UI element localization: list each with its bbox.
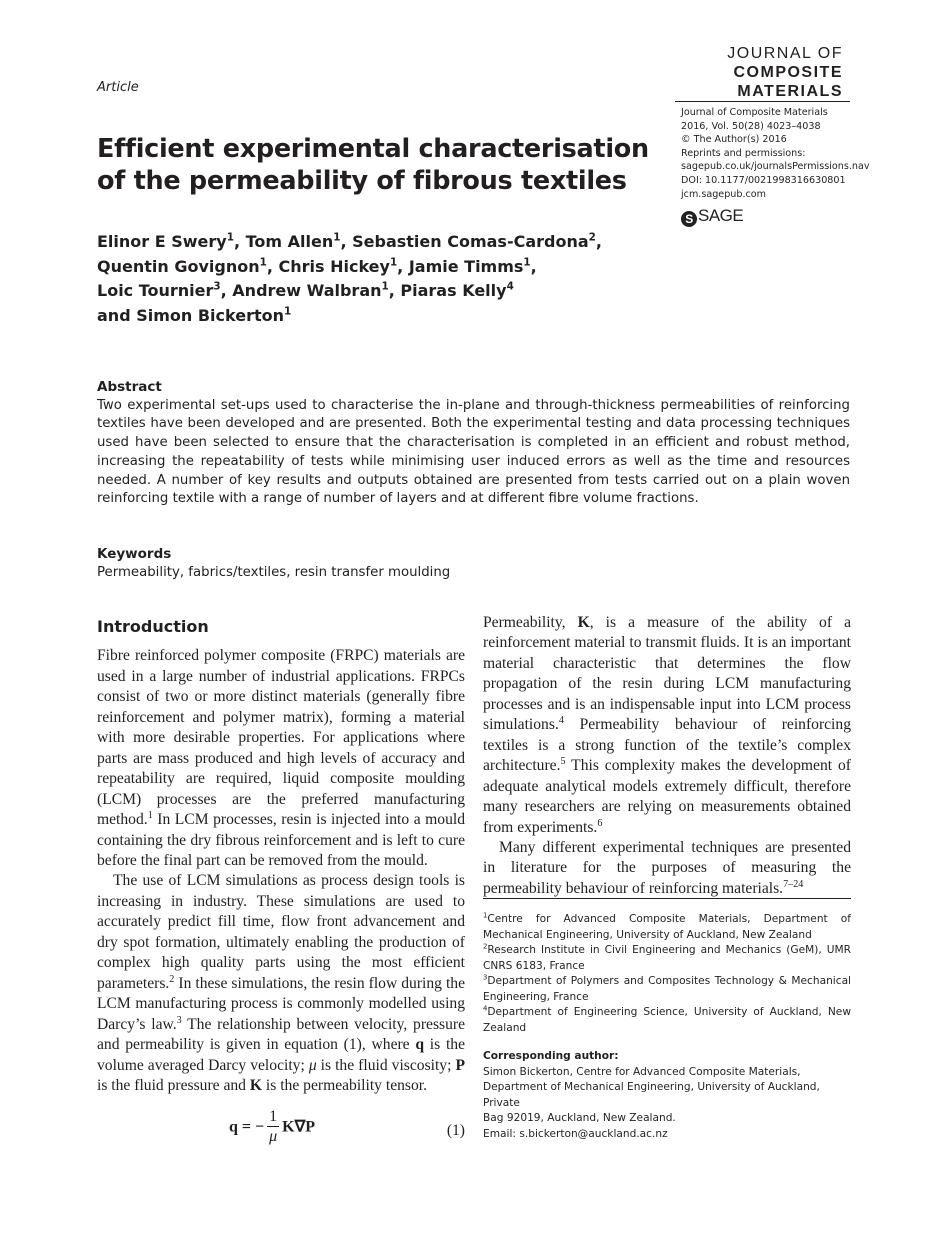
affiliation: $^1$Centre for Advanced Composite Materials, Department of Mechanical Engineering, University of Auckland, New Zealand [483, 911, 851, 941]
header-divider [675, 101, 850, 102]
corresponding-line: Department of Mechanical Engineering, University of Auckland, Private [483, 1081, 820, 1109]
author: Loic Tournier [97, 281, 214, 300]
journal-name: Journal of Composite Materials [681, 107, 828, 118]
title-line: of the permeability of fibrous textiles [97, 166, 627, 196]
affiliation-ref: 4 [506, 280, 514, 293]
sage-logo [681, 206, 743, 227]
author: Jamie Timms [408, 256, 524, 276]
affiliation-ref: 1 [226, 231, 234, 244]
citation[interactable]: 6 [597, 817, 603, 829]
paragraph: Permeability, K, is a measure of the ability of a reinforcement material to transmit fluids. It is an important material characteristic that determines the flow propagation of the resin during LCM manufacturing processes and is an indispensable input into LCM process simulations.$^4$ Permeability behaviour of reinforcing textiles is a strong function of the textile’s complex architecture.$^5$ This complexity makes the development of adequate analytical models extremely difficult, therefore many researchers are relying on measurements obtained from experiments.$^6$ [483, 614, 852, 836]
author: Elinor E Swery [97, 232, 227, 251]
corresponding-line: Simon Bickerton, Centre for Advanced Composite Materials, [483, 1065, 801, 1078]
sage-s-icon: S [681, 211, 697, 227]
affiliation-ref: 3 [213, 280, 221, 293]
citation[interactable]: 2 [169, 973, 175, 985]
affiliation-ref: 1 [381, 280, 389, 293]
affiliation-ref: 1 [523, 256, 531, 269]
sage-logo-text: SAGE [698, 206, 744, 225]
citation[interactable]: 4 [558, 715, 564, 727]
affiliation: $^3$Department of Polymers and Composites Technology & Mechanical Engineering, France [483, 973, 851, 1003]
author: Tom Allen [245, 232, 334, 251]
permissions-link[interactable]: sagepub.co.uk/journalsPermissions.nav [681, 161, 870, 173]
left-column [97, 617, 465, 1152]
title-line: Efficient experimental characterisation [97, 134, 649, 164]
journal-website-link[interactable]: jcm.sagepub.com [681, 188, 767, 200]
paragraph: Fibre reinforced polymer composite (FRPC) materials are used in a large number of industrial applications. FRPCs consist of two or more distinct materials (generally fibre reinforcement and polymer matrix), forming a material with more desirable properties. For applications where parts are mass produced and high levels of accuracy and repeatability are required, liquid composite moulding (LCM) processes are the preferred manufacturing method.$^1$ In LCM processes, resin is injected into a mould containing the dry fibrous reinforcement and is left to cure before the final part can be removed from the mould. [97, 647, 465, 869]
corresponding-email[interactable]: Email: s.bickerton@auckland.ac.nz [483, 1127, 668, 1140]
journal-logo-line: JOURNAL OF [727, 45, 843, 62]
affiliation: $^2$Research Institute in Civil Engineering and Mechanics (GeM), UMR CNRS 6183, France [483, 942, 851, 972]
introduction-heading: Introduction [97, 617, 209, 636]
citation[interactable]: 5 [560, 755, 566, 767]
abstract-heading: Abstract [97, 379, 162, 395]
affiliation-ref: 1 [259, 256, 267, 269]
reprints-label: Reprints and permissions: [681, 147, 806, 159]
journal-logo-line: MATERIALS [737, 83, 843, 100]
author: Sebastien Comas-Cardona [352, 232, 589, 251]
corresponding-author [483, 1049, 851, 1142]
volume-info: 2016, Vol. 50(28) 4023–4038 [681, 120, 821, 132]
paragraph: The use of LCM simulations as process design tools is increasing in industry. These simulations are used to accurately predict fill time, flow front advancement and dry spot formation, ultimately enabling the production of complex high quality parts using the most efficient parameters.$^2$ In these simulations, the resin flow during the LCM manufacturing process is commonly modelled using Darcy’s law.$^3$ The relationship between velocity, pressure and permeability is given in equation (1), where q is the volume averaged Darcy velocity; μ is the fluid viscosity; P is the fluid pressure and K is the permeability tensor. [97, 872, 465, 1094]
citation[interactable]: 3 [176, 1014, 182, 1026]
affiliations [483, 912, 851, 1036]
abstract [97, 378, 850, 509]
paragraph: Many different experimental techniques are presented in literature for the purposes of measuring the permeability behaviour of reinforcing materials.$^{7-24}$ [483, 838, 851, 897]
doi[interactable]: DOI: 10.1177/0021998316630801 [681, 174, 846, 186]
journal-metadata [681, 106, 870, 201]
author: Simon Bickerton [136, 305, 284, 325]
journal-logo [727, 44, 843, 101]
author: Piaras Kelly [400, 281, 507, 300]
paper-title [97, 133, 657, 197]
copyright: © The Author(s) 2016 [681, 134, 787, 146]
article-type-label: Article [97, 80, 139, 95]
author: Quentin Govignon [97, 256, 260, 276]
affiliation: $^4$Department of Engineering Science, University of Auckland, New Zealand [483, 1004, 851, 1034]
equation-number: (1) [446, 1122, 465, 1140]
author: Andrew Walbran [232, 281, 382, 300]
corresponding-line: Bag 92019, Auckland, New Zealand. [483, 1112, 676, 1124]
equation-1: q = − $\frac{1}{\mu} K\nabla P$ (1) [229, 1108, 465, 1146]
journal-logo-line: COMPOSITE [733, 64, 843, 81]
affiliation-ref: 1 [389, 256, 398, 269]
citation[interactable]: 7–24 [783, 878, 804, 890]
footnote-divider [483, 898, 851, 899]
keywords-text: Permeability, fabrics/textiles, resin transfer moulding [97, 564, 451, 580]
citation[interactable]: 1 [147, 809, 153, 821]
corresponding-heading: Corresponding author: [483, 1050, 619, 1062]
keywords-heading: Keywords [97, 546, 172, 562]
affiliation-ref: 1 [333, 231, 341, 244]
abstract-text: Two experimental set-ups used to characterise the in-plane and through-thickness permeabilities of reinforcing textiles have been developed and are presented. Both the experimental testing and data processing techniques used have been selected to ensure that the characterisation is completed in an efficient and robust method, increasing the repeatability of tests while minimising user induced errors as well as the time and resources needed. A number of key results and outputs obtained are presented from tests carried out on a plain woven reinforcing textile with a range of number of layers and at different fibre volume fractions. [97, 397, 850, 507]
author-list: Elinor E Swery$^1$, Tom Allen$^1$, Sebastien Comas-Cardona$^2$, Quentin Govignon$^1$, Chris Hickey$^1$, Jamie Timms$^1$, Loic Tournier$^3$, Andrew Walbran$^1$, Piaras Kelly$^4$ and Simon Bickerton$^1$ [97, 231, 602, 325]
author: Chris Hickey [278, 256, 390, 276]
right-column [483, 613, 851, 899]
affiliation-ref: 1 [284, 305, 292, 318]
affiliation-ref: 2 [588, 231, 596, 244]
keywords [97, 545, 850, 582]
